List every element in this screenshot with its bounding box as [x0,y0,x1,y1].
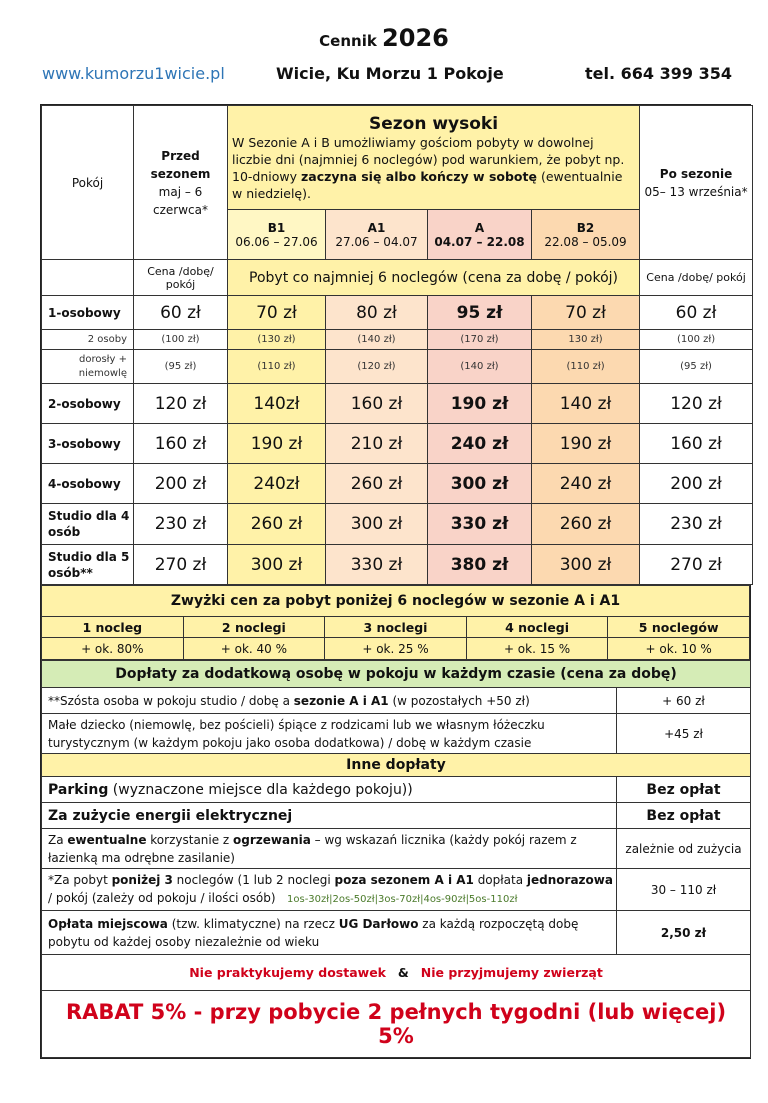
pre-season-header [134,106,228,260]
price-cell: 140zł [228,384,326,424]
text-part: korzystanie z [146,832,234,847]
price-cell: 300 zł [532,545,640,585]
price-cell: (130 zł) [228,330,326,350]
post-season-label: Po sezonie [659,166,733,181]
price-cell: (110 zł) [228,350,326,384]
parking-price: Bez opłat [617,777,751,803]
extras-table [41,660,751,1058]
period-dates: 06.06 – 27.06 [235,234,318,249]
price-cell: 200 zł [640,464,753,504]
surcharge-value: + ok. 10 % [608,638,750,660]
text-bold: poniżej 3 [111,872,173,887]
price-cell: 330 zł [428,504,532,545]
high-season-desc-bold: zaczyna się albo kończy w sobotę [301,168,537,184]
text-part: *Za pobyt [48,872,112,887]
surcharge-value: + ok. 25 % [325,638,467,660]
energy-text: Za zużycie energii elektrycznej [42,803,617,829]
high-season-desc: W Sezonie A i B umożliwiamy gościom pobyty w dowolnej liczbie dni (najmniej 6 noclegów) pod warunkiem, że pobyt np. 10-dniowy [232,134,625,184]
price-cell: (170 zł) [428,330,532,350]
period-name: A [474,220,485,235]
title-text: Cennik [319,32,377,50]
price-cell: 95 zł [428,296,532,330]
no-pets: Nie przyjmujemy zwierząt [420,965,603,980]
infant-text: Małe dziecko (niemowlę, bez pościeli) śpiące z rodzicami lub we własnym łóżeczku turystycznym (w każdym pokoju jako osoba dodatkowa) / dobę w każdym czasie [42,714,617,754]
short-stay-fee-price: 30 – 110 zł [617,869,751,911]
period-name: B1 [267,220,286,235]
room-variant: dorosły + niemowlę [42,350,134,384]
short-stay-fee-text [42,869,617,911]
price-cell: 300 zł [326,504,428,545]
period-dates: 04.07 – 22.08 [434,234,525,249]
other-fees-title: Inne dopłaty [42,754,751,777]
price-cell: 260 zł [228,504,326,545]
price-cell: 200 zł [134,464,228,504]
text-part: / pokój (zależy od pokoju / ilości osób) [48,890,276,905]
room-name: 4-osobowy [42,464,134,504]
period-b1 [228,210,326,260]
period-name: A1 [367,220,386,235]
price-cell: 230 zł [640,504,753,545]
price-cell: 140 zł [532,384,640,424]
price-cell: (120 zł) [326,350,428,384]
text-part: (wyznaczone miejsce dla każdego pokoju)) [108,781,413,798]
price-cell: 160 zł [326,384,428,424]
text-part: za każdą rozpoczętą dobę pobytu od każdej osoby niezależnie od wieku [48,916,579,949]
price-cell: 210 zł [326,424,428,464]
place-name: Wicie, Ku Morzu 1 Pokoje [276,64,504,83]
price-cell: 190 zł [228,424,326,464]
price-cell: 270 zł [640,545,753,585]
post-season-header [640,106,753,260]
tier-list: 1os-30zł|2os-50zł|3os-70zł|4os-90zł|5os-110zł [287,893,518,905]
price-cell: 270 zł [134,545,228,585]
price-cell: 190 zł [532,424,640,464]
price-cell: 240 zł [532,464,640,504]
nights-label: 3 noclegi [325,617,467,638]
price-cell: 160 zł [134,424,228,464]
extra-person-title: Dopłaty za dodatkową osobę w pokoju w każdym czasie (cena za dobę) [42,661,751,688]
price-cell: 240 zł [428,424,532,464]
energy-price: Bez opłat [617,803,751,829]
price-table [41,105,753,585]
price-cell: 120 zł [134,384,228,424]
text-part: noclegów (1 lub 2 noclegi [172,872,335,887]
price-list [40,104,751,1059]
price-cell: 120 zł [640,384,753,424]
text-part: (w pozostałych +50 zł) [388,693,530,708]
title-year: 2026 [382,24,449,52]
text-bold: sezonie A i A1 [293,693,389,708]
high-season-title: Sezon wysoki [368,113,499,134]
text-bold: ewentualne [67,832,147,847]
price-cell: 70 zł [532,296,640,330]
ampersand: & [397,965,409,980]
nights-label: 1 nocleg [42,617,184,638]
price-cell: 300 zł [228,545,326,585]
text-part: (tzw. klimatyczne) na rzecz [167,916,339,931]
text-part: – wg wskazań licznika (każdy pokój razem z łazienką ma odrębne zasilanie) [48,832,577,865]
surcharge-value: + ok. 80% [42,638,184,660]
price-cell: 300 zł [428,464,532,504]
sixth-person-text [42,688,617,714]
room-name: 3-osobowy [42,424,134,464]
post-season-dates: 05– 13 września* [644,184,748,199]
text-part: **Szósta osoba w pokoju studio / dobę a [48,693,294,708]
high-season-desc-end: (ewentualnie w niedzielę). [232,168,623,201]
no-extra-beds: Nie praktykujemy dostawek [189,965,386,980]
empty-cell [42,260,134,296]
price-cell: 260 zł [326,464,428,504]
period-name: B2 [576,220,595,235]
text-bold: Opłata miejscowa [48,916,168,931]
price-cell: 60 zł [134,296,228,330]
room-header: Pokój [42,106,134,260]
surcharge-value: + ok. 40 % [183,638,325,660]
period-dates: 22.08 – 05.09 [544,234,627,249]
price-cell: (100 zł) [640,330,753,350]
contact-row [42,64,732,86]
price-cell: (95 zł) [640,350,753,384]
period-a [428,210,532,260]
price-cell: (140 zł) [428,350,532,384]
nights-label: 4 noclegi [466,617,608,638]
price-cell: 60 zł [640,296,753,330]
price-cell: (95 zł) [134,350,228,384]
price-cell: 260 zł [532,504,640,545]
text-bold: jednorazowa [526,872,613,887]
price-cell: 330 zł [326,545,428,585]
period-b2 [532,210,640,260]
heating-price: zależnie od zużycia [617,829,751,869]
text-part: Za [48,832,68,847]
price-cell: (110 zł) [532,350,640,384]
phone-number: tel. 664 399 354 [585,64,732,83]
policy-notes [42,955,751,991]
page-title [0,24,768,52]
text-bold: poza sezonem A i A1 [334,872,474,887]
room-name: 1-osobowy [42,296,134,330]
price-cell: 130 zł) [532,330,640,350]
text-bold: Parking [48,781,109,798]
surcharge-value: + ok. 15 % [466,638,608,660]
room-variant: 2 osoby [42,330,134,350]
per-night-label: Cena /dobę/ pokój [640,260,753,296]
short-stay-title: Zwyżki cen za pobyt poniżej 6 noclegów w sezonie A i A1 [42,586,750,617]
pre-season-label: Przed sezonem [150,148,211,181]
price-cell: 230 zł [134,504,228,545]
local-fee-price: 2,50 zł [617,911,751,955]
website-link[interactable]: www.kumorzu1wicie.pl [42,64,225,83]
sixth-person-price: + 60 zł [617,688,751,714]
discount-banner: RABAT 5% - przy pobycie 2 pełnych tygodni (lub więcej) 5% [42,991,751,1058]
nights-label: 2 noclegi [183,617,325,638]
pre-season-dates: maj – 6 czerwca* [153,184,208,217]
price-cell: 160 zł [640,424,753,464]
min-stay-label: Pobyt co najmniej 6 noclegów (cena za dobę / pokój) [228,260,640,296]
period-dates: 27.06 – 04.07 [335,234,418,249]
room-name: Studio dla 4 osób [42,504,134,545]
price-cell: 240zł [228,464,326,504]
period-a1 [326,210,428,260]
short-stay-table [41,585,750,660]
parking-text [42,777,617,803]
price-cell: 80 zł [326,296,428,330]
text-bold: ogrzewania [233,832,311,847]
price-cell: (140 zł) [326,330,428,350]
price-cell: 380 zł [428,545,532,585]
room-name: Studio dla 5 osób** [42,545,134,585]
nights-label: 5 noclegów [608,617,750,638]
text-bold: UG Darłowo [338,916,419,931]
text-part: dopłata [473,872,527,887]
room-name: 2-osobowy [42,384,134,424]
price-cell: (100 zł) [134,330,228,350]
price-cell: 190 zł [428,384,532,424]
per-night-label: Cena /dobę/ pokój [134,260,228,296]
infant-price: +45 zł [617,714,751,754]
local-fee-text [42,911,617,955]
heating-text [42,829,617,869]
price-cell: 70 zł [228,296,326,330]
high-season-info [228,106,640,210]
